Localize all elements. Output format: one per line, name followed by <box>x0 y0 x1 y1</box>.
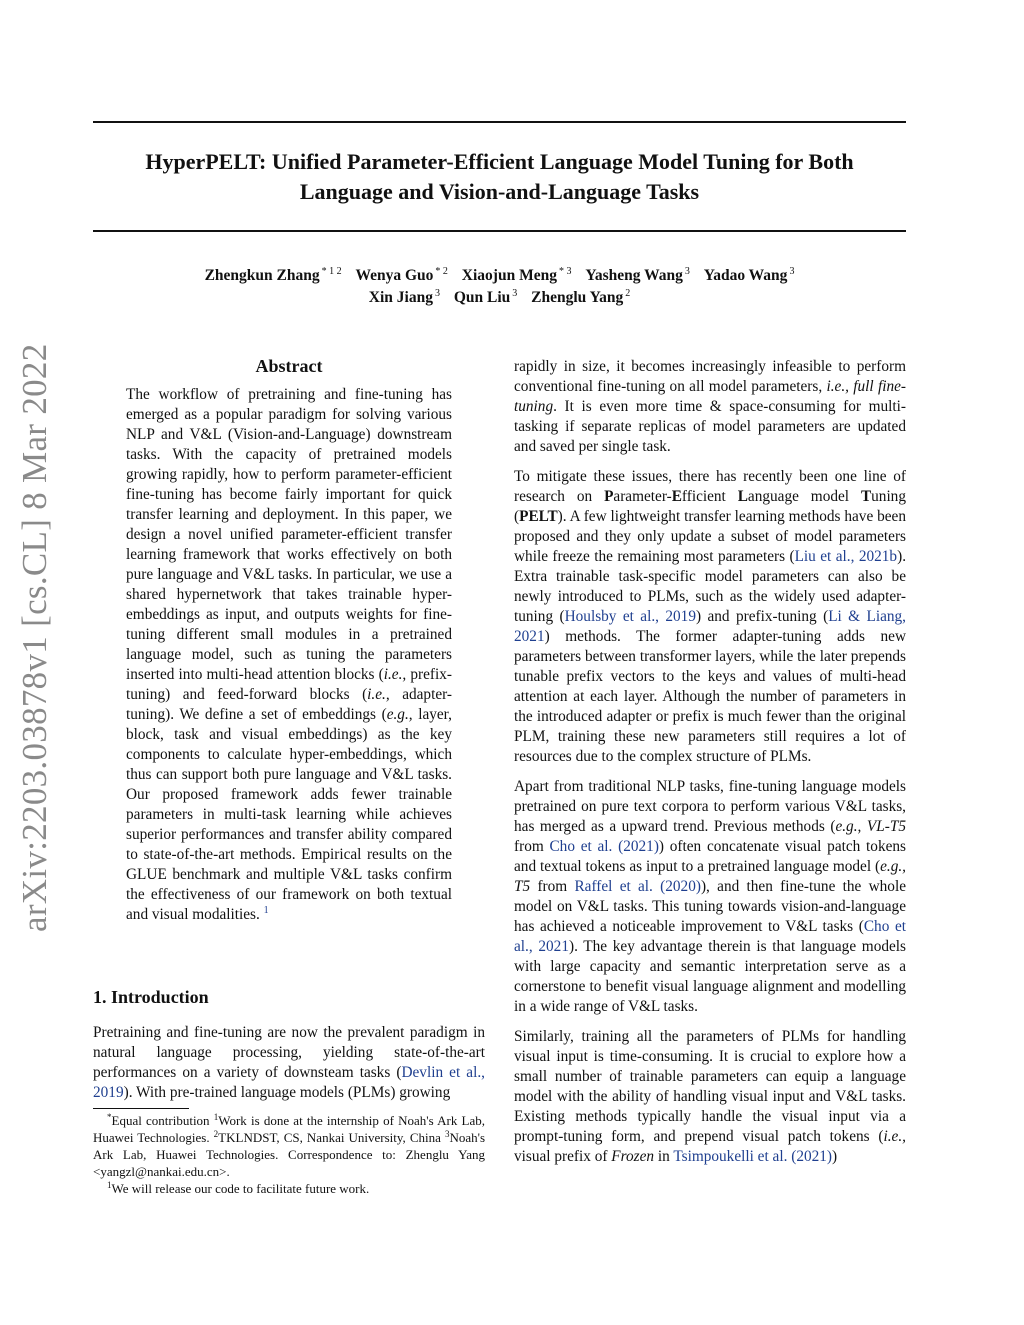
arxiv-identifier-stamp: arXiv:2203.03878v1 [cs.CL] 8 Mar 2022 <box>15 343 54 932</box>
introduction-heading: 1. Introduction <box>93 987 209 1007</box>
citation-link[interactable]: Liu et al., 2021b <box>794 548 898 565</box>
introduction-body: Pretraining and fine-tuning are now the prevalent paradigm in natural language processing, yielding state-of-the-art performances on a variety of downsteam tasks (Devlin et al., 2019). With pre-trained language models (PLMs) growing <box>93 1024 485 1101</box>
author: Zhenglu Yang $^2$ <box>531 288 631 306</box>
citation-link[interactable]: Devlin et al., 2019 <box>93 1064 485 1101</box>
author-line-2 <box>93 287 906 309</box>
paragraph: Apart from traditional NLP tasks, fine-tuning language models pretrained on pure text corpora to perform various V&L tasks, has merged as a upward trend. Previous methods (e.g., VL-T5 from Cho et al. (2021)) often concatenate visual patch tokens and textual tokens as input to a pretrained language model (e.g., T5 from Raffel et al. (2020)), and then fine-tune the whole model on V&L tasks. This tuning towards vision-and-language has achieved a noticeable improvement to V&L tasks (Cho et al., 2021). The key advantage therein is that language models with large capacity and semantic interpretation serve as a cornerstone to benefit visual language alignment and modelling in a wide range of V&L tasks. <box>514 778 906 1015</box>
abstract-heading: Abstract <box>255 356 323 376</box>
title-bottom-rule <box>93 230 906 232</box>
paper-title <box>93 147 906 207</box>
author: Xiaojun Meng $^{* 3}$ <box>461 266 572 284</box>
citation-link[interactable]: Li & Liang, 2021 <box>514 608 906 645</box>
paragraph: To mitigate these issues, there has recently been one line of research on Parameter-Efficient Language model Tuning (PELT). A few lightweight transfer learning methods have been proposed and they only update a subset of model parameters while freeze the remaining most parameters (Liu et al., 2021b). Extra trainable task-specific model parameters can also be newly introduced to PLMs, such as the widely used adapter-tuning (Houlsby et al., 2019) and prefix-tuning (Li & Liang, 2021) methods. The former adapter-tuning adds new parameters between transformer layers, while the later prepends tunable prefix vectors to the keys and values of multi-head attention at each layer. Although the number of parameters in the introduced adapter or prefix is much fewer than the original PLM, training these new parameters still requires a lot of resources due to the complex structure of PLMs. <box>514 468 907 765</box>
citation-link[interactable]: Cho et al., 2021 <box>514 918 906 955</box>
title-line-1: HyperPELT: Unified Parameter-Efficient Language Model Tuning for Both <box>145 149 854 174</box>
footnote-code-release: $^1$We will release our code to facilitate future work. <box>107 1180 370 1196</box>
author-line-1 <box>93 265 906 287</box>
citation-link[interactable]: Cho et al. (2021) <box>549 838 659 855</box>
abstract-section <box>126 355 452 925</box>
abstract-body: The workflow of pretraining and fine-tuning has emerged as a popular paradigm for solving various NLP and V&L (Vision-and-Language) downstream tasks. With the capacity of pretrained models growing rapidly, how to perform parameter-efficient fine-tuning has become fairly important for quick transfer learning and deployment. In this paper, we design a novel unified parameter-efficient transfer learning framework that works effectively on both pure language and V&L tasks. In particular, we use a shared hypernetwork that takes trainable hyper-embeddings as input, and outputs weights for fine-tuning different small modules in a pretrained language model, such as tuning the parameters inserted into multi-head attention blocks (i.e., prefix-tuning) and feed-forward blocks (i.e., adapter-tuning). We define a set of embeddings (e.g., layer, block, task and visual embeddings) as the key components to calculate hyper-embeddings, which thus can support both pure language and V&L tasks. Our proposed framework adds fewer trainable parameters in multi-task learning while achieves superior performances and transfer ability compared to state-of-the-art methods. Empirical results on the GLUE benchmark and multiple V&L tasks confirm the effectiveness of our framework on both textual and visual modalities. $^1$ <box>126 386 452 923</box>
right-column <box>514 357 906 1177</box>
citation-link[interactable]: Houlsby et al., 2019 <box>564 608 696 625</box>
author: Qun Liu $^3$ <box>453 288 518 306</box>
title-line-2: Language and Vision-and-Language Tasks <box>299 179 700 204</box>
footnote-affiliations: *Equal contribution $^1$Work is done at the internship of Noah's Ark Lab, Huawei Technologies. $^2$TKLNDST, CS, Nankai University, China $^3$Noah's Ark Lab, Huawei Technologies. Correspondence to: Zhenglu Yang <yangzl@nankai.edu.cn>. <box>93 1112 486 1179</box>
author: Wenya Guo $^{* 2}$ <box>355 266 448 284</box>
title-top-rule <box>93 121 906 123</box>
author: Yasheng Wang $^3$ <box>585 266 690 284</box>
introduction-section <box>93 985 485 1103</box>
footnote-ref-link[interactable]: 1 <box>263 905 269 916</box>
author: Zhengkun Zhang $^{* 1 2}$ <box>204 266 342 284</box>
citation-link[interactable]: Tsimpoukelli et al. (2021) <box>673 1148 833 1165</box>
footnote-rule <box>93 1108 189 1109</box>
citation-link[interactable]: Raffel et al. (2020) <box>574 878 701 895</box>
footnotes <box>93 1108 485 1197</box>
paragraph: rapidly in size, it becomes increasingly infeasible to perform conventional fine-tuning on all model parameters, i.e., full fine-tuning. It is even more time & space-consuming for multi-tasking if separate replicas of model parameters are updated and saved per single task. <box>514 358 906 455</box>
author-list <box>93 265 906 309</box>
author: Yadao Wang $^3$ <box>703 266 795 284</box>
paragraph: Similarly, training all the parameters of PLMs for handling visual input is time-consuming. It is crucial to explore how a small number of trainable parameters can equip a language model with the ability of handling visual input and V&L tasks. Existing methods typically handle the visual input via a prompt-tuning form, and prepend visual patch tokens (i.e., visual prefix of Frozen in Tsimpoukelli et al. (2021)) <box>514 1028 906 1165</box>
author: Xin Jiang $^3$ <box>368 288 440 306</box>
